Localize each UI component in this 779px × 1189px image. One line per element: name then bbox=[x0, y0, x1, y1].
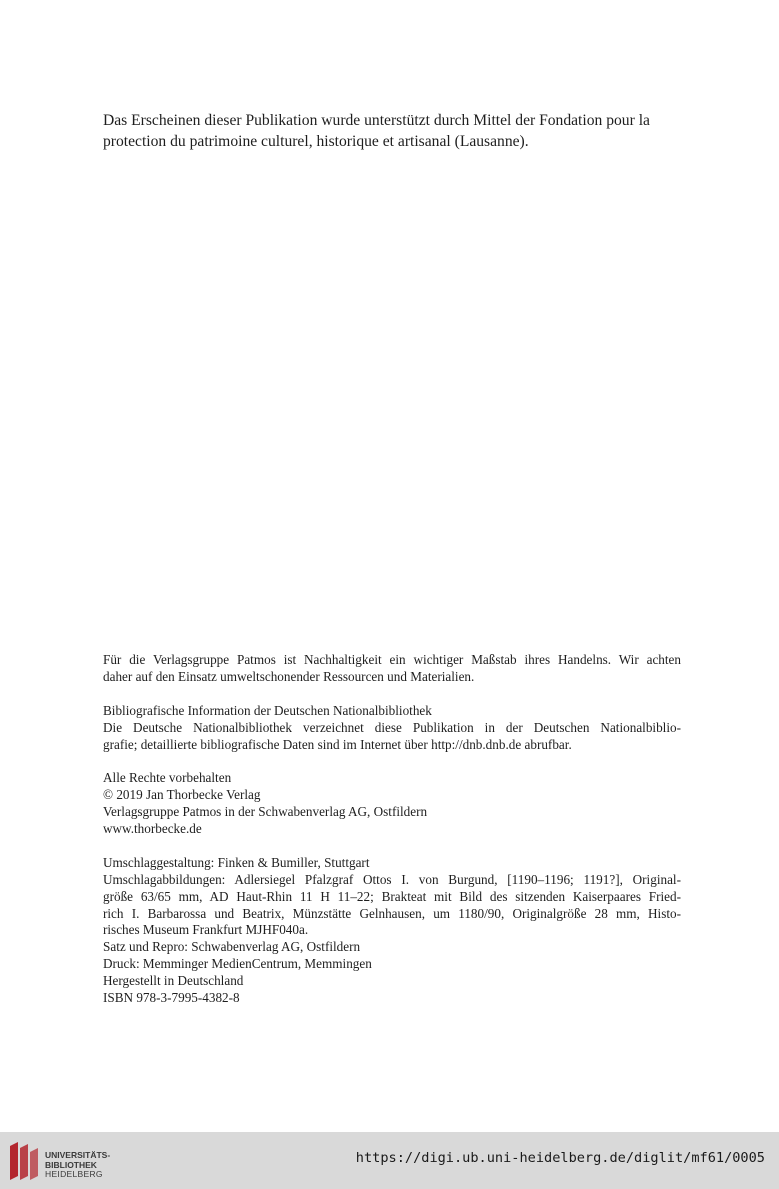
made-in-line: Hergestellt in Deutschland bbox=[103, 973, 244, 989]
sustainability-note bbox=[103, 652, 681, 686]
bibliographic-line: Die Deutsche Nationalbibliothek verzeichnet diese Publikation in der Deutschen Nationalbiblio- bbox=[103, 719, 681, 735]
sustainability-line: daher auf den Einsatz umweltschonender Ressourcen und Materialien. bbox=[103, 668, 475, 684]
cover-design-credit: Umschlaggestaltung: Finken & Bumiller, Stuttgart bbox=[103, 854, 370, 870]
cover-images-line: Umschlagabbildungen: Adlersiegel Pfalzgraf Ottos I. von Burgund, [1190–1196; 1191?], Original- bbox=[103, 871, 681, 887]
logo-text-line: BIBLIOTHEK bbox=[45, 1159, 97, 1170]
bibliographic-info bbox=[103, 703, 681, 754]
publisher-line: Verlagsgruppe Patmos in der Schwabenverlag AG, Ostfildern bbox=[103, 804, 428, 820]
library-logo[interactable] bbox=[8, 1140, 118, 1182]
sponsor-line: Das Erscheinen dieser Publikation wurde unterstützt durch Mittel der Fondation pour la bbox=[103, 112, 650, 129]
cover-images-line: rich I. Barbarossa und Beatrix, Münzstätte Gelnhausen, um 1180/90, Originalgröße 28 mm, Histo- bbox=[103, 905, 681, 921]
imprint-block bbox=[103, 652, 681, 1024]
bibliographic-heading: Bibliografische Information der Deutschen Nationalbibliothek bbox=[103, 702, 432, 718]
isbn-line: ISBN 978-3-7995-4382-8 bbox=[103, 990, 240, 1006]
sustainability-line: Für die Verlagsgruppe Patmos ist Nachhaltigkeit ein wichtiger Maßstab ihres Handelns. Wir achten bbox=[103, 652, 681, 667]
library-logo-text bbox=[45, 1151, 110, 1180]
logo-text-line: UNIVERSITÄTS- bbox=[45, 1150, 111, 1160]
typesetting-credit: Satz und Repro: Schwabenverlag AG, Ostfildern bbox=[103, 939, 361, 955]
page-url-link[interactable]: https://digi.ub.uni-heidelberg.de/diglit/mf61/0005 bbox=[355, 1150, 765, 1166]
cover-images-line: größe 63/65 mm, AD Haut-Rhin 11 H 11–22; Brakteat mit Bild des sitzenden Kaiserpaares Fried- bbox=[103, 888, 681, 904]
sponsor-note bbox=[103, 110, 683, 152]
cover-images-line: risches Museum Frankfurt MJHF040a. bbox=[103, 922, 309, 938]
logo-text-line: HEIDELBERG bbox=[45, 1169, 103, 1179]
viewer-footer bbox=[0, 1132, 779, 1189]
copyright-line: © 2019 Jan Thorbecke Verlag bbox=[103, 787, 261, 803]
printing-credit: Druck: Memminger MedienCentrum, Memmingen bbox=[103, 956, 372, 972]
rights-reserved: Alle Rechte vorbehalten bbox=[103, 770, 232, 786]
rights-info bbox=[103, 770, 681, 838]
production-credits bbox=[103, 855, 681, 1007]
sponsor-line: protection du patrimoine culturel, historique et artisanal (Lausanne). bbox=[103, 133, 529, 150]
publisher-website: www.thorbecke.de bbox=[103, 821, 202, 837]
book-stack-icon bbox=[8, 1140, 42, 1180]
bibliographic-line: grafie; detaillierte bibliografische Daten sind im Internet über http://dnb.dnb.de abrufbar. bbox=[103, 736, 572, 752]
